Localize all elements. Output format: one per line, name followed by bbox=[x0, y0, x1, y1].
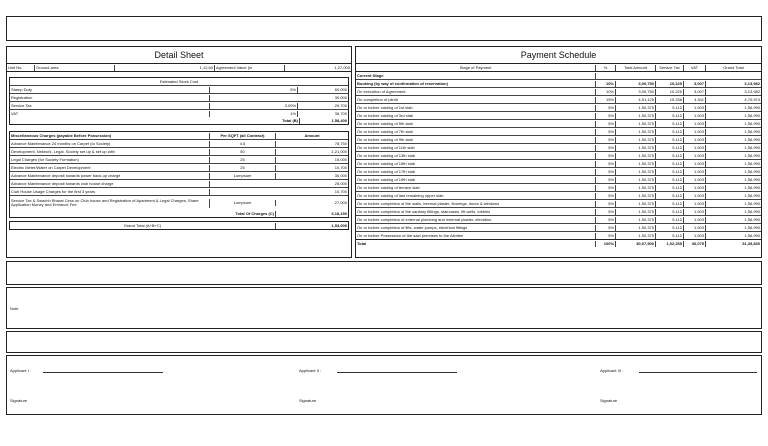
payment-tax: 5,112 bbox=[656, 225, 684, 231]
payment-amount: 1,50,375 bbox=[616, 121, 656, 127]
payment-tax: 10,225 bbox=[656, 81, 684, 87]
payment-stage: On or before casting of 1st slab bbox=[356, 105, 596, 111]
misc-amount: 30,000 bbox=[334, 172, 347, 178]
payment-row bbox=[356, 96, 761, 104]
payment-pct: 5% bbox=[596, 137, 616, 143]
misc-rate: 25 bbox=[210, 165, 276, 171]
payment-vat: 1,503 bbox=[684, 161, 706, 167]
payment-vat: 1,503 bbox=[684, 185, 706, 191]
cost-amount: 38,700 bbox=[334, 110, 347, 116]
payment-row bbox=[356, 224, 761, 232]
payment-stage: On or before completion of lifts, water pumps, electrical fittings bbox=[356, 225, 596, 231]
payment-stage: Current Stage bbox=[356, 73, 596, 79]
misc-amount: 1,21,000 bbox=[331, 148, 347, 154]
payment-stage: On or before casting of 13th slab bbox=[356, 153, 596, 159]
payment-stage: On or before casting of 5th slab bbox=[356, 121, 596, 127]
payment-stage: On completion of plinth bbox=[356, 97, 596, 103]
payment-row bbox=[356, 136, 761, 144]
payment-pct: 5% bbox=[596, 169, 616, 175]
payment-vat: 1,503 bbox=[684, 137, 706, 143]
payment-amount: 3,00,750 bbox=[616, 81, 656, 87]
area-value: 1,12,60 bbox=[115, 65, 215, 71]
cost-label: VAT bbox=[10, 111, 210, 117]
payment-stage: On or before Possession of the said premises to the Allottee bbox=[356, 233, 596, 239]
payment-pct: 5% bbox=[596, 233, 616, 239]
payment-vat: 3,007 bbox=[684, 81, 706, 87]
payment-amount: 1,50,375 bbox=[616, 185, 656, 191]
payment-total: 1,56,990 bbox=[744, 224, 760, 230]
payment-vat: 3,007 bbox=[684, 89, 706, 95]
payment-amount: 1,50,375 bbox=[616, 209, 656, 215]
payment-total: 4,70,974 bbox=[744, 96, 760, 102]
misc-label: Development, Network, Legal, Society set up & set up with bbox=[10, 149, 210, 155]
cost-label: Stamp Duty bbox=[10, 87, 210, 93]
payment-row bbox=[356, 160, 761, 168]
payment-vat: 1,503 bbox=[684, 177, 706, 183]
misc-row bbox=[10, 188, 348, 196]
payment-amount: 1,50,375 bbox=[616, 153, 656, 159]
payment-row bbox=[356, 128, 761, 136]
payment-total: 3,13,982 bbox=[744, 88, 760, 94]
payment-total: 1,56,990 bbox=[744, 192, 760, 198]
payment-total-row: Total 100% 30,07,500 1,02,255 30,075 31,39,830 bbox=[357, 240, 760, 246]
payment-stage: Booking (by way of confirmation of reservation) bbox=[356, 81, 596, 87]
cost-row bbox=[10, 86, 348, 94]
grand-total-label: Grand Total (A+B+C) bbox=[10, 223, 276, 229]
payment-vat: 1,503 bbox=[684, 193, 706, 199]
payment-pct: 5% bbox=[596, 209, 616, 215]
payment-row bbox=[356, 112, 761, 120]
blank-band bbox=[6, 261, 762, 285]
payment-vat: 1,503 bbox=[684, 145, 706, 151]
misc-label: Advance Maintenance 24 months on Carpet (to Society) bbox=[10, 141, 210, 147]
payment-total: 1,56,990 bbox=[744, 184, 760, 190]
detail-sheet bbox=[6, 46, 352, 258]
agreement-label: Agreement Value (in bbox=[215, 65, 285, 71]
payment-total: 1,56,990 bbox=[744, 200, 760, 206]
misc-rate: Lumpsum bbox=[210, 173, 276, 179]
cost-table bbox=[9, 77, 349, 125]
misc-row bbox=[10, 156, 348, 164]
grand-total-value: 1,53,000 bbox=[331, 222, 347, 228]
misc-row bbox=[10, 148, 348, 156]
payment-vat: 1,503 bbox=[684, 153, 706, 159]
payment-total: 1,56,990 bbox=[744, 232, 760, 238]
payment-stage: On or before casting of 7th slab bbox=[356, 129, 596, 135]
applicant-2-label: Applicant II : bbox=[299, 368, 322, 373]
payment-total: 1,56,990 bbox=[744, 216, 760, 222]
misc-rate: 4.5 bbox=[210, 141, 276, 147]
payment-row bbox=[356, 152, 761, 160]
misc-total-value: 3,18,150 bbox=[331, 210, 347, 216]
payment-row bbox=[356, 88, 761, 96]
cost-pct: 3.09% bbox=[210, 103, 298, 109]
payment-tax: 5,112 bbox=[656, 185, 684, 191]
payment-pct: 5% bbox=[596, 225, 616, 231]
misc-label: Advance Maintenance deposit towards club house charge bbox=[10, 181, 210, 187]
payment-amount: 1,50,375 bbox=[616, 113, 656, 119]
payment-stage: On or before completion of external plumbing and external plaster, elevation bbox=[356, 217, 596, 223]
header-banner bbox=[6, 16, 762, 41]
payment-amount: 1,50,375 bbox=[616, 145, 656, 151]
payment-vat: 1,503 bbox=[684, 121, 706, 127]
payment-row bbox=[356, 144, 761, 152]
payment-total: 1,56,990 bbox=[744, 168, 760, 174]
payment-pct: 5% bbox=[596, 161, 616, 167]
applicant-1-line[interactable] bbox=[43, 372, 163, 373]
signature-area bbox=[6, 355, 762, 415]
payment-total: 1,56,990 bbox=[744, 112, 760, 118]
applicant-3-label: Applicant III : bbox=[600, 368, 624, 373]
payment-amount: 1,50,375 bbox=[616, 105, 656, 111]
payment-total: 1,56,990 bbox=[744, 144, 760, 150]
cost-label: Service Tax bbox=[10, 103, 210, 109]
payment-vat: 4,511 bbox=[684, 97, 706, 103]
misc-amount: 78,750 bbox=[334, 140, 347, 146]
cost-pct: 5% bbox=[210, 87, 298, 93]
payment-header-row: Stage of Payment % Total Amount Service Tax VAT Grand Total bbox=[356, 64, 761, 72]
payment-tax: 5,112 bbox=[656, 161, 684, 167]
payment-amount: 3,00,750 bbox=[616, 89, 656, 95]
misc-amount: 27,000 bbox=[334, 200, 347, 205]
misc-total-row bbox=[10, 210, 348, 217]
payment-pct: 10% bbox=[596, 81, 616, 87]
payment-tax: 5,112 bbox=[656, 137, 684, 143]
signature-3-label: Signature bbox=[600, 398, 618, 403]
misc-rate: Lumpsum bbox=[210, 200, 276, 206]
agreement-value: 1,27,000 bbox=[334, 64, 350, 70]
misc-row bbox=[10, 196, 348, 210]
payment-amount: 1,50,375 bbox=[616, 169, 656, 175]
payment-amount: 1,50,375 bbox=[616, 217, 656, 223]
payment-total: 1,56,990 bbox=[744, 128, 760, 134]
note-box bbox=[6, 287, 762, 329]
payment-stage: On or before casting of 11th slab bbox=[356, 145, 596, 151]
unit-info-row bbox=[7, 64, 351, 72]
payment-schedule-title: Payment Schedule bbox=[356, 47, 761, 64]
cost-row bbox=[10, 94, 348, 102]
payment-amount: 1,50,375 bbox=[616, 161, 656, 167]
payment-stage: On or before casting of terrace slab bbox=[356, 185, 596, 191]
cost-amount: 30,000 bbox=[334, 94, 347, 100]
payment-vat: 1,503 bbox=[684, 129, 706, 135]
payment-pct: 5% bbox=[596, 145, 616, 151]
payment-amount: 1,50,375 bbox=[616, 129, 656, 135]
payment-pct: 5% bbox=[596, 121, 616, 127]
payment-total: 1,56,990 bbox=[744, 176, 760, 182]
cost-header: Estimated Stock Cost bbox=[10, 78, 348, 86]
payment-pct: 5% bbox=[596, 177, 616, 183]
payment-tax: 10,225 bbox=[656, 89, 684, 95]
payment-stage: On or before casting of last remaining upper slab bbox=[356, 193, 596, 199]
applicant-2-line[interactable] bbox=[337, 372, 457, 373]
payment-vat: 1,503 bbox=[684, 209, 706, 215]
misc-amount: 10,700 bbox=[334, 188, 347, 194]
payment-tax: 5,112 bbox=[656, 209, 684, 215]
misc-amount: 10,700 bbox=[334, 164, 347, 170]
cost-pct: 1% bbox=[210, 111, 298, 117]
misc-label: Legal Charges (for Society Formation) bbox=[10, 157, 210, 163]
payment-tax: 5,112 bbox=[656, 105, 684, 111]
misc-rate: 50 bbox=[210, 149, 276, 155]
payment-pct: 5% bbox=[596, 201, 616, 207]
misc-label: Club House Usage Charges for the first 3 years bbox=[10, 189, 210, 195]
payment-row bbox=[356, 200, 761, 208]
payment-row bbox=[356, 72, 761, 80]
applicant-3-line[interactable] bbox=[639, 372, 757, 373]
misc-total-label: Total Of Charges (C) bbox=[10, 211, 276, 217]
blank-band-2 bbox=[6, 331, 762, 353]
payment-vat: 1,503 bbox=[684, 225, 706, 231]
payment-row bbox=[356, 120, 761, 128]
misc-row bbox=[10, 164, 348, 172]
payment-row bbox=[356, 176, 761, 184]
payment-row bbox=[356, 192, 761, 200]
payment-total: 1,56,990 bbox=[744, 152, 760, 158]
signature-1-label: Signature bbox=[10, 398, 28, 403]
payment-amount: 1,50,375 bbox=[616, 193, 656, 199]
payment-tax: 5,112 bbox=[656, 145, 684, 151]
payment-total: 1,56,990 bbox=[744, 208, 760, 214]
misc-amount: 15,000 bbox=[334, 156, 347, 162]
payment-stage: On or before casting of 9th slab bbox=[356, 137, 596, 143]
grand-total-row bbox=[9, 221, 349, 230]
payment-vat: 1,503 bbox=[684, 105, 706, 111]
payment-tax: 5,112 bbox=[656, 153, 684, 159]
payment-stage: On or before completion of the sanitary fittings, staircases, lift wells, lobbies bbox=[356, 209, 596, 215]
payment-tax: 5,112 bbox=[656, 169, 684, 175]
misc-label: Service Tax & Swachh Bharat Cess on Club house and Registration of Apartment & Legal Charges, Share Application Money and Entrance Fee bbox=[10, 199, 210, 208]
payment-vat: 1,503 bbox=[684, 233, 706, 239]
payment-tax: 5,112 bbox=[656, 217, 684, 223]
payment-stage: On or before completion of the walls, internal plaster, floorings, doors & windows bbox=[356, 201, 596, 207]
misc-label: Advance Maintenance deposit towards power back-up charge bbox=[10, 173, 210, 179]
cost-amount: 29,700 bbox=[334, 102, 347, 108]
payment-vat: 1,503 bbox=[684, 169, 706, 175]
payment-pct: 5% bbox=[596, 153, 616, 159]
payment-stage: On or before casting of 3rd slab bbox=[356, 113, 596, 119]
payment-row bbox=[356, 80, 761, 88]
payment-pct: 15% bbox=[596, 97, 616, 103]
payment-pct: 5% bbox=[596, 113, 616, 119]
payment-vat: 1,503 bbox=[684, 217, 706, 223]
payment-pct: 5% bbox=[596, 193, 616, 199]
payment-total: 1,56,990 bbox=[744, 136, 760, 142]
cost-total-label: Total (B) bbox=[10, 118, 300, 124]
note-label: Note bbox=[10, 306, 19, 311]
misc-header: Miscellaneous Charges (payable Before Possession) Per SQFT (all Contract) Amount bbox=[10, 132, 348, 140]
payment-stage: On or before casting of 19th slab bbox=[356, 177, 596, 183]
payment-pct: 10% bbox=[596, 89, 616, 95]
misc-table bbox=[9, 131, 349, 218]
cost-total-value: 1,58,400 bbox=[331, 117, 347, 123]
payment-tax: 5,112 bbox=[656, 201, 684, 207]
payment-schedule bbox=[355, 46, 762, 258]
payment-row bbox=[356, 168, 761, 176]
payment-pct: 5% bbox=[596, 129, 616, 135]
signature-2-label: Signature bbox=[299, 398, 317, 403]
payment-tax: 5,112 bbox=[656, 113, 684, 119]
payment-amount: 1,50,375 bbox=[616, 177, 656, 183]
cost-amount: 60,000 bbox=[334, 86, 347, 92]
payment-amount: 4,51,125 bbox=[616, 97, 656, 103]
misc-rate: 25 bbox=[210, 157, 276, 163]
payment-tax: 15,338 bbox=[656, 97, 684, 103]
applicant-1-label: Applicant I : bbox=[10, 368, 31, 373]
payment-amount: 1,50,375 bbox=[616, 137, 656, 143]
payment-tax: 5,112 bbox=[656, 193, 684, 199]
payment-pct: 5% bbox=[596, 185, 616, 191]
payment-row bbox=[356, 184, 761, 192]
payment-amount: 1,50,375 bbox=[616, 233, 656, 239]
payment-stage: On or before casting of 17th slab bbox=[356, 169, 596, 175]
payment-vat: 1,503 bbox=[684, 113, 706, 119]
payment-total: 1,56,990 bbox=[744, 104, 760, 110]
cost-label: Registration bbox=[10, 95, 210, 101]
payment-tax: 5,112 bbox=[656, 129, 684, 135]
payment-amount: 1,50,375 bbox=[616, 201, 656, 207]
payment-tax: 5,112 bbox=[656, 177, 684, 183]
cost-row bbox=[10, 110, 348, 117]
payment-tax: 5,112 bbox=[656, 121, 684, 127]
misc-row bbox=[10, 140, 348, 148]
unit-value: Ground area bbox=[35, 65, 115, 71]
payment-row bbox=[356, 232, 761, 239]
payment-vat: 1,503 bbox=[684, 201, 706, 207]
payment-row bbox=[356, 208, 761, 216]
misc-label: Electric Meter/Water on Carpet Development bbox=[10, 165, 210, 171]
misc-row bbox=[10, 180, 348, 188]
cost-total-row bbox=[10, 117, 348, 124]
payment-row bbox=[356, 104, 761, 112]
misc-row bbox=[10, 172, 348, 180]
payment-tax: 5,112 bbox=[656, 233, 684, 239]
payment-pct: 5% bbox=[596, 217, 616, 223]
misc-amount: 25,000 bbox=[334, 180, 347, 186]
payment-total: 1,56,990 bbox=[744, 160, 760, 166]
unit-label: Unit No. bbox=[7, 65, 35, 71]
payment-row bbox=[356, 216, 761, 224]
payment-amount: 1,50,375 bbox=[616, 225, 656, 231]
payment-stage: On execution of Agreement bbox=[356, 89, 596, 95]
detail-sheet-title: Detail Sheet bbox=[7, 47, 351, 64]
payment-pct: 5% bbox=[596, 105, 616, 111]
payment-stage: On or before casting of 15th slab bbox=[356, 161, 596, 167]
payment-total: 1,56,990 bbox=[744, 120, 760, 126]
cost-row bbox=[10, 102, 348, 110]
payment-total: 3,13,982 bbox=[744, 80, 760, 86]
